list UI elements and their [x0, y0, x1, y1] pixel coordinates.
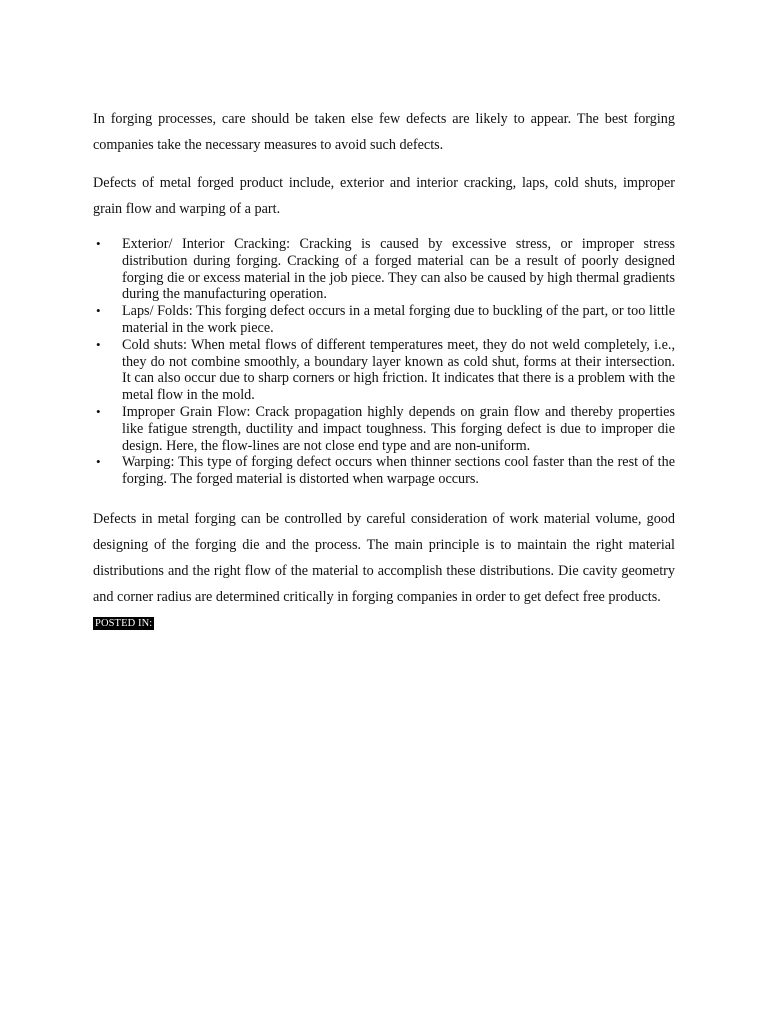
list-item — [93, 454, 675, 488]
bullet-icon: • — [96, 454, 101, 470]
closing-paragraph: Defects in metal forging can be controlled by careful consideration of work material volume, good designing of the forging die and the process. The main principle is to maintain the right material distributions and the right flow of the material to accomplish these distributions. Die cavity geometry and corner radius are determined critically in forging companies in order to get defect free products. — [93, 510, 675, 605]
list-item — [93, 236, 675, 303]
list-item — [93, 337, 675, 404]
document-page — [93, 106, 675, 631]
bullet-icon: • — [96, 336, 101, 352]
list-item-text: Improper Grain Flow: Crack propagation highly depends on grain flow and thereby properties like fatigue strength, ductility and impact toughness. This forging defect is due to improper die design. Here, the flow-lines are not close end type and are non-uniform. — [122, 403, 675, 454]
posted-in-label: POSTED IN: — [95, 617, 153, 629]
bullet-icon: • — [96, 303, 101, 319]
list-item-text: Exterior/ Interior Cracking: Cracking is caused by excessive stress, or improper stress distribution during forging. Cracking of a forged material can be a result of poorly designed forging die or excess material in the job piece. They can also be caused by high thermal gradients during the manufacturing operation. — [122, 236, 675, 303]
defects-bullet-list — [93, 236, 675, 488]
list-item-text: Warping: This type of forging defect occurs when thinner sections cool faster than the rest of the forging. The forged material is distorted when warpage occurs. — [122, 454, 675, 488]
list-item-text: Laps/ Folds: This forging defect occurs in a metal forging due to buckling of the part, or too little material in the work piece. — [122, 303, 675, 336]
bullet-icon: • — [96, 403, 101, 419]
intro-paragraph: In forging processes, care should be taken else few defects are likely to appear. The best forging companies take the necessary measures to avoid such defects. — [93, 111, 675, 153]
defects-summary-paragraph: Defects of metal forged product include, exterior and interior cracking, laps, cold shuts, improper grain flow and warping of a part. — [93, 175, 675, 217]
list-item — [93, 303, 675, 337]
list-item-text: Cold shuts: When metal flows of different temperatures meet, they do not weld completely, i.e., they do not combine smoothly, a boundary layer known as cold shut, forms at their intersection. It can also occur due to sharp corners or high friction. It indicates that there is a problem with the metal flow in the mold. — [122, 336, 675, 404]
bullet-icon: • — [96, 236, 101, 251]
list-item — [93, 404, 675, 454]
